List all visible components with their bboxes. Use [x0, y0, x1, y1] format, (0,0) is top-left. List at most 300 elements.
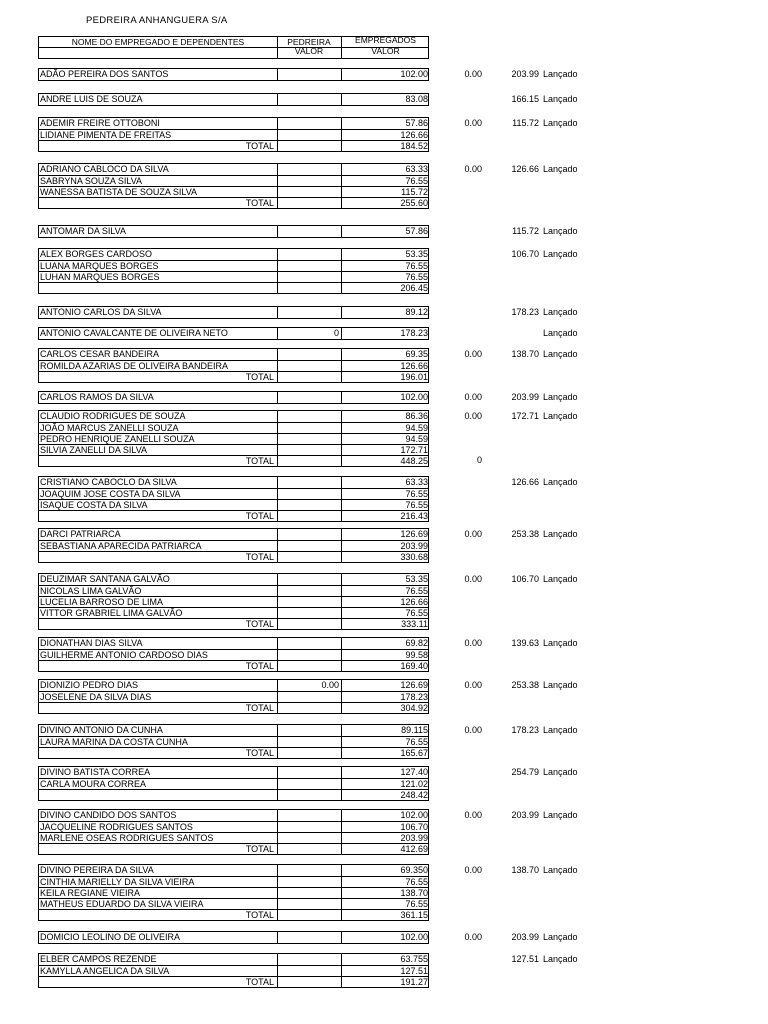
- pedreira-value: [277, 94, 341, 105]
- empregados-value: 169.40: [341, 661, 430, 671]
- pedreira-value: [277, 844, 341, 854]
- pedreira-value: [277, 69, 341, 80]
- empregados-value: 57.86: [341, 118, 430, 129]
- pedreira-value: [277, 118, 341, 129]
- table-row: [39, 965, 428, 976]
- table-row: [39, 821, 428, 832]
- table-row: [39, 932, 428, 943]
- empregados-value: 53.35: [341, 249, 430, 260]
- status-label: Lançado: [543, 865, 578, 875]
- status-label: Lançado: [543, 328, 578, 338]
- empregados-value: 99.58: [341, 650, 430, 660]
- employee-name: LUHAN MARQUES BORGES: [40, 272, 160, 282]
- pedreira-value: [277, 977, 341, 987]
- employee-group: [38, 724, 429, 759]
- total-row: [39, 843, 428, 854]
- employee-group: [38, 306, 429, 319]
- side-value-2: 126.66: [511, 477, 539, 487]
- employee-group: [38, 809, 429, 855]
- empregados-value: 127.40: [341, 767, 430, 778]
- employee-name: ANDRE LUIS DE SOUZA: [40, 94, 143, 104]
- employee-name: LIDIANE PIMENTA DE FREITAS: [40, 130, 172, 140]
- employee-name: WANESSA BATISTA DE SOUZA SILVA: [40, 187, 198, 197]
- pedreira-value: [277, 372, 341, 382]
- employee-name: SEBASTIANA APARECIDA PATRIARCA: [40, 541, 202, 551]
- header-pedreira-valor: VALOR: [294, 46, 324, 56]
- table-row: [39, 649, 428, 660]
- pedreira-value: [277, 954, 341, 965]
- total-label: TOTAL: [245, 198, 274, 208]
- total-label: TOTAL: [245, 748, 274, 758]
- employee-group: [38, 931, 429, 944]
- empregados-value: 69.82: [341, 638, 430, 649]
- employee-group: [38, 476, 429, 522]
- table-row: [39, 607, 428, 618]
- employee-name: CRISTIANO CABOCLO DA SILVA: [40, 477, 177, 487]
- side-value-2: 127.51: [511, 954, 539, 964]
- side-value-1: 0.00: [464, 932, 482, 942]
- table-row: [39, 328, 428, 339]
- empregados-value: 76.55: [341, 500, 430, 510]
- empregados-value: 63.33: [341, 164, 430, 175]
- empregados-value: 89.12: [341, 307, 430, 318]
- side-value-2: 172.71: [511, 411, 539, 421]
- total-label: [39, 283, 277, 293]
- status-label: Lançado: [543, 767, 578, 777]
- table-row: [39, 444, 428, 455]
- pedreira-value: [277, 552, 341, 562]
- employee-group: [38, 348, 429, 383]
- empregados-value: 172.71: [341, 445, 430, 455]
- empregados-value: 196.01: [341, 372, 430, 382]
- empregados-value: 304.92: [341, 703, 430, 713]
- pedreira-value: [277, 489, 341, 499]
- employee-name: ANTOMAR DA SILVA: [40, 226, 127, 236]
- pedreira-value: [277, 888, 341, 898]
- side-value-2: 203.99: [511, 69, 539, 79]
- employee-name: CARLA MOURA CORREA: [40, 779, 147, 789]
- table-row: [39, 488, 428, 499]
- total-row: [39, 660, 428, 671]
- empregados-value: 191.27: [341, 977, 430, 987]
- empregados-value: 216.43: [341, 511, 430, 521]
- side-value-2: 115.72: [512, 118, 539, 128]
- total-label: TOTAL: [245, 141, 274, 151]
- table-row: [39, 596, 428, 607]
- table-row: [39, 778, 428, 789]
- employee-group: [38, 117, 429, 152]
- status-label: Lançado: [543, 725, 578, 735]
- table-row: [39, 680, 428, 691]
- pedreira-value: [277, 434, 341, 444]
- total-row: [39, 789, 428, 800]
- side-value-2: 178.23: [511, 307, 539, 317]
- pedreira-value: [277, 692, 341, 702]
- side-value-2: 254.79: [511, 767, 539, 777]
- pedreira-value: [277, 910, 341, 920]
- empregados-value: 203.99: [341, 541, 430, 551]
- pedreira-value: [277, 361, 341, 371]
- total-row: [39, 747, 428, 758]
- pedreira-value: [277, 767, 341, 778]
- empregados-value: 206.45: [341, 283, 430, 293]
- employee-group: [38, 391, 429, 404]
- table-row: [39, 175, 428, 186]
- pedreira-value: [277, 411, 341, 422]
- table-row: [39, 529, 428, 540]
- employee-name: ADEMIR FREIRE OTTOBONI: [40, 118, 160, 128]
- empregados-value: 448.25: [341, 456, 430, 466]
- table-row: [39, 164, 428, 175]
- table-row: [39, 574, 428, 585]
- pedreira-value: [277, 865, 341, 876]
- empregados-value: 69.35: [341, 349, 430, 360]
- side-value-2: 253.38: [511, 529, 539, 539]
- employee-name: ISAQUE COSTA DA SILVA: [40, 500, 148, 510]
- total-row: [39, 909, 428, 920]
- employee-group: [38, 410, 429, 467]
- pedreira-value: [277, 198, 341, 208]
- total-label: [39, 790, 277, 800]
- pedreira-value: [277, 187, 341, 197]
- status-label: Lançado: [543, 392, 578, 402]
- side-value-2: 203.99: [511, 392, 539, 402]
- pedreira-value: [277, 608, 341, 618]
- employee-group: [38, 248, 429, 294]
- employee-name: DARCI PATRIARCA: [40, 529, 121, 539]
- total-row: [39, 197, 428, 208]
- status-label: Lançado: [543, 349, 578, 359]
- table-row: [39, 767, 428, 778]
- status-label: Lançado: [543, 94, 578, 104]
- status-label: Lançado: [543, 954, 578, 964]
- pedreira-value: [277, 477, 341, 488]
- header-pedreira: PEDREIRA: [287, 37, 331, 47]
- pedreira-value: [277, 822, 341, 832]
- total-label: TOTAL: [245, 661, 274, 671]
- employee-name: DOMICIO LEOLINO DE OLIVEIRA: [40, 932, 181, 942]
- pedreira-value: [277, 500, 341, 510]
- employee-name: DIVINO BATISTA CORREA: [40, 767, 151, 777]
- status-label: Lançado: [543, 529, 578, 539]
- empregados-value: 86.36: [341, 411, 430, 422]
- employee-name: PEDRO HENRIQUE ZANELLI SOUZA: [40, 434, 195, 444]
- empregados-value: 94.59: [341, 434, 430, 444]
- employee-name: DEUZIMAR SANTANA GALVÃO: [40, 574, 170, 584]
- total-label: TOTAL: [245, 910, 274, 920]
- empregados-value: 178.23: [341, 692, 430, 702]
- empregados-value: 126.69: [341, 680, 430, 691]
- employee-group: [38, 93, 429, 106]
- side-value-1: 0.00: [464, 392, 482, 402]
- total-label: TOTAL: [245, 703, 274, 713]
- employee-name: ALEX BORGES CARDOSO: [40, 249, 153, 259]
- employee-name: GUILHERME ANTONIO CARDOSO DIAS: [40, 650, 208, 660]
- employee-name: LAURA MARINA DA COSTA CUNHA: [40, 737, 188, 747]
- table-row: [39, 271, 428, 282]
- status-label: Lançado: [543, 574, 578, 584]
- pedreira-value: [277, 283, 341, 293]
- table-row: [39, 349, 428, 360]
- employee-name: ROMILDA AZARIAS DE OLIVEIRA BANDEIRA: [40, 361, 229, 371]
- pedreira-value: [277, 349, 341, 360]
- employee-name: ELBER CAMPOS REZENDE: [40, 954, 157, 964]
- pedreira-value: [277, 176, 341, 186]
- empregados-value: 83.08: [341, 94, 430, 105]
- total-row: [39, 140, 428, 151]
- total-row: [39, 455, 428, 466]
- empregados-value: 76.55: [341, 261, 430, 271]
- employee-name: MATHEUS EDUARDO DA SILVA VIEIRA: [40, 899, 204, 909]
- empregados-value: 126.66: [341, 361, 430, 371]
- total-label: TOTAL: [245, 456, 274, 466]
- table-row: [39, 691, 428, 702]
- pedreira-value: [277, 529, 341, 540]
- pedreira-value: [277, 226, 341, 237]
- pedreira-value: [277, 619, 341, 629]
- table-row: [39, 585, 428, 596]
- side-value-1: 0.00: [464, 529, 482, 539]
- table-row: [39, 725, 428, 736]
- employee-name: NICOLAS LIMA GALVÃO: [40, 586, 142, 596]
- employee-group: [38, 637, 429, 672]
- side-value-2: 203.99: [511, 810, 539, 820]
- empregados-value: 121.02: [341, 779, 430, 789]
- pedreira-value: [277, 737, 341, 747]
- total-label: TOTAL: [245, 372, 274, 382]
- pedreira-value: [277, 966, 341, 976]
- empregados-value: 165.67: [341, 748, 430, 758]
- empregados-value: 69.350: [341, 865, 430, 876]
- empregados-value: 76.55: [341, 737, 430, 747]
- status-label: Lançado: [543, 249, 578, 259]
- pedreira-value: [277, 661, 341, 671]
- employee-name: JOAQUIM JOSE COSTA DA SILVA: [40, 489, 181, 499]
- side-value-2: 115.72: [512, 226, 539, 236]
- empregados-value: 102.00: [341, 810, 430, 821]
- employee-name: JOÃO MARCUS ZANELLI SOUZA: [40, 423, 179, 433]
- employee-name: JOSELENE DA SILVA DIAS: [40, 692, 152, 702]
- status-label: Lançado: [543, 810, 578, 820]
- empregados-value: 115.72: [341, 187, 430, 197]
- pedreira-value: [277, 541, 341, 551]
- employee-name: MARLENE OSEAS RODRIGUES SANTOS: [40, 833, 214, 843]
- employee-name: DIONIZIO PEDRO DIAS: [40, 680, 139, 690]
- pedreira-value: [277, 574, 341, 585]
- side-value-2: 126.66: [511, 164, 539, 174]
- table-row: [39, 433, 428, 444]
- empregados-value: 76.55: [341, 489, 430, 499]
- table-row: [39, 411, 428, 422]
- side-value-1: 0.00: [464, 349, 482, 359]
- pedreira-value: [277, 725, 341, 736]
- employee-group: [38, 766, 429, 801]
- table-row: [39, 422, 428, 433]
- document-title: PEDREIRA ANHANGUERA S/A: [86, 15, 228, 26]
- employee-group: [38, 864, 429, 921]
- side-value-1: 0.00: [464, 680, 482, 690]
- table-row: [39, 499, 428, 510]
- status-label: Lançado: [543, 164, 578, 174]
- employee-name: CINTHIA MARIELLY DA SILVA VIEIRA: [40, 877, 195, 887]
- total-row: [39, 510, 428, 521]
- empregados-value: 361.15: [341, 910, 430, 920]
- total-row: [39, 618, 428, 629]
- employee-name: ANTONIO CAVALCANTE DE OLIVEIRA NETO: [40, 328, 228, 338]
- empregados-value: 248.42: [341, 790, 430, 800]
- status-label: Lançado: [543, 680, 578, 690]
- employee-name: ANTONIO CARLOS DA SILVA: [40, 307, 162, 317]
- employee-name: CARLOS RAMOS DA SILVA: [40, 392, 154, 402]
- table-row: [39, 810, 428, 821]
- employee-name: CARLOS CESAR BANDEIRA: [40, 349, 160, 359]
- employee-name: CLAUDIO RODRIGUES DE SOUZA: [40, 411, 186, 421]
- table-row: [39, 736, 428, 747]
- side-value-1: 0: [476, 455, 482, 465]
- empregados-value: 106.70: [341, 822, 430, 832]
- empregados-value: 94.59: [341, 423, 430, 433]
- employee-group: [38, 163, 429, 209]
- table-row: [39, 94, 428, 105]
- total-row: [39, 702, 428, 713]
- total-label: TOTAL: [245, 844, 274, 854]
- table-header: [38, 36, 429, 59]
- empregados-value: 76.55: [341, 586, 430, 596]
- status-label: Lançado: [543, 932, 578, 942]
- pedreira-value: [277, 932, 341, 943]
- employee-group: [38, 68, 429, 81]
- pedreira-value: [277, 810, 341, 821]
- empregados-value: 76.55: [341, 272, 430, 282]
- pedreira-value: [277, 511, 341, 521]
- total-row: [39, 551, 428, 562]
- side-value-2: 166.15: [511, 94, 539, 104]
- total-label: TOTAL: [245, 977, 274, 987]
- table-row: [39, 392, 428, 403]
- header-empregados-valor: VALOR: [371, 46, 400, 56]
- employee-name: DIVINO CANDIDO DOS SANTOS: [40, 810, 177, 820]
- employee-name: SABRYNA SOUZA SILVA: [40, 176, 143, 186]
- table-row: [39, 954, 428, 965]
- pedreira-value: [277, 307, 341, 318]
- side-value-2: 178.23: [511, 725, 539, 735]
- employee-name: ADÃO PEREIRA DOS SANTOS: [40, 69, 169, 79]
- employee-group: [38, 953, 429, 988]
- employee-group: [38, 528, 429, 563]
- empregados-value: 102.00: [341, 392, 430, 403]
- pedreira-value: [277, 638, 341, 649]
- pedreira-value: [277, 586, 341, 596]
- empregados-value: 126.66: [341, 130, 430, 140]
- pedreira-value: [277, 164, 341, 175]
- status-label: Lançado: [543, 411, 578, 421]
- table-row: [39, 360, 428, 371]
- empregados-value: 102.00: [341, 932, 430, 943]
- side-value-1: 0.00: [464, 638, 482, 648]
- side-value-1: 0.00: [464, 865, 482, 875]
- total-label: TOTAL: [245, 619, 274, 629]
- empregados-value: 184.52: [341, 141, 430, 151]
- employee-name: DIVINO ANTONIO DA CUNHA: [40, 725, 163, 735]
- employee-group: [38, 327, 429, 340]
- employee-name: VITTOR GRABRIEL LIMA GALVÃO: [40, 608, 183, 618]
- empregados-value: 76.55: [341, 176, 430, 186]
- side-value-2: 253.38: [511, 680, 539, 690]
- employee-name: KEILA REGIANE VIEIRA: [40, 888, 141, 898]
- table-row: [39, 69, 428, 80]
- pedreira-value: 0: [277, 328, 341, 339]
- employee-name: SILVIA ZANELLI DA SILVA: [40, 445, 148, 455]
- employee-name: DIONATHAN DIAS SILVA: [40, 638, 143, 648]
- pedreira-value: [277, 392, 341, 403]
- status-label: Lançado: [543, 638, 578, 648]
- side-value-2: 138.70: [511, 865, 539, 875]
- employee-name: LUCELIA BARROSO DE LIMA: [40, 597, 164, 607]
- employee-group: [38, 573, 429, 630]
- side-value-1: 0.00: [464, 725, 482, 735]
- side-value-2: 203.99: [511, 932, 539, 942]
- table-row: [39, 307, 428, 318]
- employee-name: DIVINO PEREIRA DA SILVA: [40, 865, 154, 875]
- total-label: TOTAL: [245, 511, 274, 521]
- pedreira-value: [277, 445, 341, 455]
- empregados-value: 53.35: [341, 574, 430, 585]
- side-value-1: 0.00: [464, 69, 482, 79]
- table-row: [39, 129, 428, 140]
- empregados-value: 63.33: [341, 477, 430, 488]
- side-value-2: 139.63: [511, 638, 539, 648]
- total-row: [39, 976, 428, 987]
- side-value-2: 138.70: [511, 349, 539, 359]
- empregados-value: 330.68: [341, 552, 430, 562]
- pedreira-value: [277, 141, 341, 151]
- employee-name: KAMYLLA ANGELICA DA SILVA: [40, 966, 170, 976]
- total-row: [39, 371, 428, 382]
- empregados-value: 63.755: [341, 954, 430, 965]
- pedreira-value: [277, 877, 341, 887]
- side-value-2: 106.70: [511, 249, 539, 259]
- empregados-value: 333.11: [341, 619, 430, 629]
- employee-name: JACQUELINE RODRIGUES SANTOS: [40, 822, 193, 832]
- pedreira-value: [277, 597, 341, 607]
- empregados-value: 76.55: [341, 877, 430, 887]
- empregados-value: 126.69: [341, 529, 430, 540]
- pedreira-value: [277, 261, 341, 271]
- empregados-value: 89.115: [341, 725, 430, 736]
- pedreira-value: [277, 790, 341, 800]
- empregados-value: 412.69: [341, 844, 430, 854]
- pedreira-value: [277, 779, 341, 789]
- total-row: [39, 282, 428, 293]
- side-value-2: 106.70: [511, 574, 539, 584]
- status-label: Lançado: [543, 69, 578, 79]
- table-row: [39, 898, 428, 909]
- employee-name: LUANA MARQUES BORGES: [40, 261, 159, 271]
- status-label: Lançado: [543, 226, 578, 236]
- empregados-value: 203.99: [341, 833, 430, 843]
- empregados-value: 138.70: [341, 888, 430, 898]
- pedreira-value: [277, 249, 341, 260]
- status-label: Lançado: [543, 477, 578, 487]
- empregados-value: 126.66: [341, 597, 430, 607]
- status-label: Lançado: [543, 307, 578, 317]
- side-value-1: 0.00: [464, 164, 482, 174]
- pedreira-value: 0.00: [277, 680, 341, 691]
- empregados-value: 102.00: [341, 69, 430, 80]
- header-name: NOME DO EMPREGADO E DEPENDENTES: [71, 37, 245, 47]
- pedreira-value: [277, 423, 341, 433]
- table-row: [39, 477, 428, 488]
